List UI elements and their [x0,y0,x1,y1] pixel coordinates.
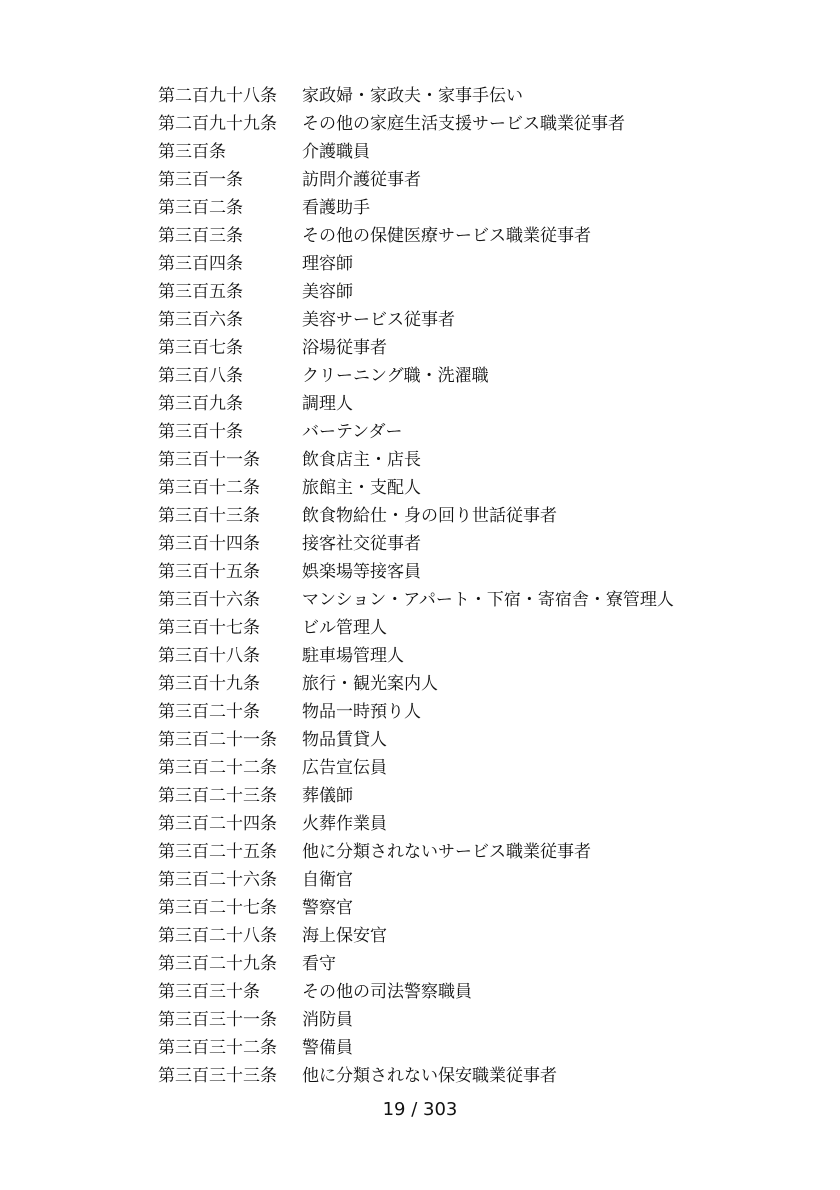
list-item [158,418,674,446]
occupation-name: 海上保安官 [302,926,387,946]
article-number: 第三百二十四条 [158,814,277,834]
article-number: 第三百三十二条 [158,1038,277,1058]
article-number: 第三百三十一条 [158,1010,277,1030]
article-number: 第三百三十条 [158,982,260,1002]
list-item [158,922,674,950]
article-number: 第三百十五条 [158,562,260,582]
article-number: 第三百七条 [158,338,243,358]
list-item [158,138,674,166]
list-item [158,474,674,502]
article-number: 第三百十一条 [158,450,260,470]
article-number: 第三百二十八条 [158,926,277,946]
occupation-name: 駐車場管理人 [302,646,404,666]
article-number: 第三百二十九条 [158,954,277,974]
occupation-name: 美容サービス従事者 [302,310,455,330]
article-number: 第三百九条 [158,394,243,414]
occupation-name: バーテンダー [302,422,403,442]
occupation-name: その他の司法警察職員 [302,982,472,1002]
article-number: 第三百一条 [158,170,243,190]
article-number: 第三百十四条 [158,534,260,554]
article-number: 第三百十六条 [158,590,260,610]
occupation-name: 家政婦・家政夫・家事手伝い [302,86,523,106]
article-list [158,82,674,1090]
occupation-name: 浴場従事者 [302,338,387,358]
list-item [158,614,674,642]
occupation-name: 旅館主・支配人 [302,478,421,498]
list-item [158,754,674,782]
article-number: 第三百十九条 [158,674,260,694]
article-number: 第三百二十二条 [158,758,277,778]
article-number: 第三百二十五条 [158,842,277,862]
list-item [158,390,674,418]
list-item [158,782,674,810]
list-item [158,670,674,698]
article-number: 第三百二十条 [158,702,260,722]
occupation-name: 飲食物給仕・身の回り世話従事者 [302,506,557,526]
list-item [158,306,674,334]
article-number: 第三百十二条 [158,478,260,498]
occupation-name: 看守 [302,954,336,974]
list-item [158,166,674,194]
article-number: 第三百二十六条 [158,870,277,890]
article-number: 第三百十条 [158,422,243,442]
list-item [158,810,674,838]
article-number: 第三百六条 [158,310,243,330]
article-number: 第三百二十七条 [158,898,277,918]
occupation-name: その他の保健医療サービス職業従事者 [302,226,591,246]
list-item [158,194,674,222]
article-number: 第三百三十三条 [158,1066,277,1086]
page-number: 19 / 303 [382,1099,458,1120]
occupation-name: 看護助手 [302,198,370,218]
occupation-name: 広告宣伝員 [302,758,387,778]
list-item [158,894,674,922]
list-item [158,278,674,306]
list-item [158,950,674,978]
occupation-name: 調理人 [302,394,353,414]
occupation-name: 飲食店主・店長 [302,450,421,470]
list-item [158,978,674,1006]
article-number: 第二百九十九条 [158,114,277,134]
list-item [158,698,674,726]
occupation-name: ビル管理人 [302,618,387,638]
list-item [158,558,674,586]
occupation-name: 警備員 [302,1038,353,1058]
occupation-name: クリーニング職・洗濯職 [302,366,489,386]
occupation-name: 理容師 [302,254,353,274]
article-number: 第三百四条 [158,254,243,274]
list-item [158,334,674,362]
list-item [158,222,674,250]
occupation-name: 訪問介護従事者 [302,170,421,190]
article-number: 第三百条 [158,142,226,162]
list-item [158,586,674,614]
occupation-name: 火葬作業員 [302,814,387,834]
occupation-name: 物品賃貸人 [302,730,387,750]
list-item [158,250,674,278]
list-item [158,838,674,866]
occupation-name: 介護職員 [302,142,370,162]
list-item [158,530,674,558]
occupation-name: 娯楽場等接客員 [302,562,421,582]
list-item [158,362,674,390]
list-item [158,502,674,530]
occupation-name: 美容師 [302,282,353,302]
article-number: 第三百十七条 [158,618,260,638]
occupation-name: その他の家庭生活支援サービス職業従事者 [302,114,625,134]
article-number: 第三百二条 [158,198,243,218]
list-item [158,82,674,110]
list-item [158,1006,674,1034]
article-number: 第二百九十八条 [158,86,277,106]
list-item [158,642,674,670]
list-item [158,110,674,138]
occupation-name: 他に分類されない保安職業従事者 [302,1066,557,1086]
article-number: 第三百二十一条 [158,730,277,750]
list-item [158,1062,674,1090]
occupation-name: 警察官 [302,898,353,918]
list-item [158,446,674,474]
list-item [158,866,674,894]
article-number: 第三百十八条 [158,646,260,666]
occupation-name: 自衛官 [302,870,353,890]
occupation-name: 他に分類されないサービス職業従事者 [302,842,591,862]
article-number: 第三百八条 [158,366,243,386]
list-item [158,726,674,754]
article-number: 第三百三条 [158,226,243,246]
occupation-name: 葬儀師 [302,786,353,806]
occupation-name: 消防員 [302,1010,353,1030]
article-number: 第三百二十三条 [158,786,277,806]
article-number: 第三百五条 [158,282,243,302]
occupation-name: 物品一時預り人 [302,702,421,722]
list-item [158,1034,674,1062]
occupation-name: 接客社交従事者 [302,534,421,554]
occupation-name: マンション・アパート・下宿・寄宿舎・寮管理人 [302,590,674,610]
occupation-name: 旅行・観光案内人 [302,674,438,694]
article-number: 第三百十三条 [158,506,260,526]
